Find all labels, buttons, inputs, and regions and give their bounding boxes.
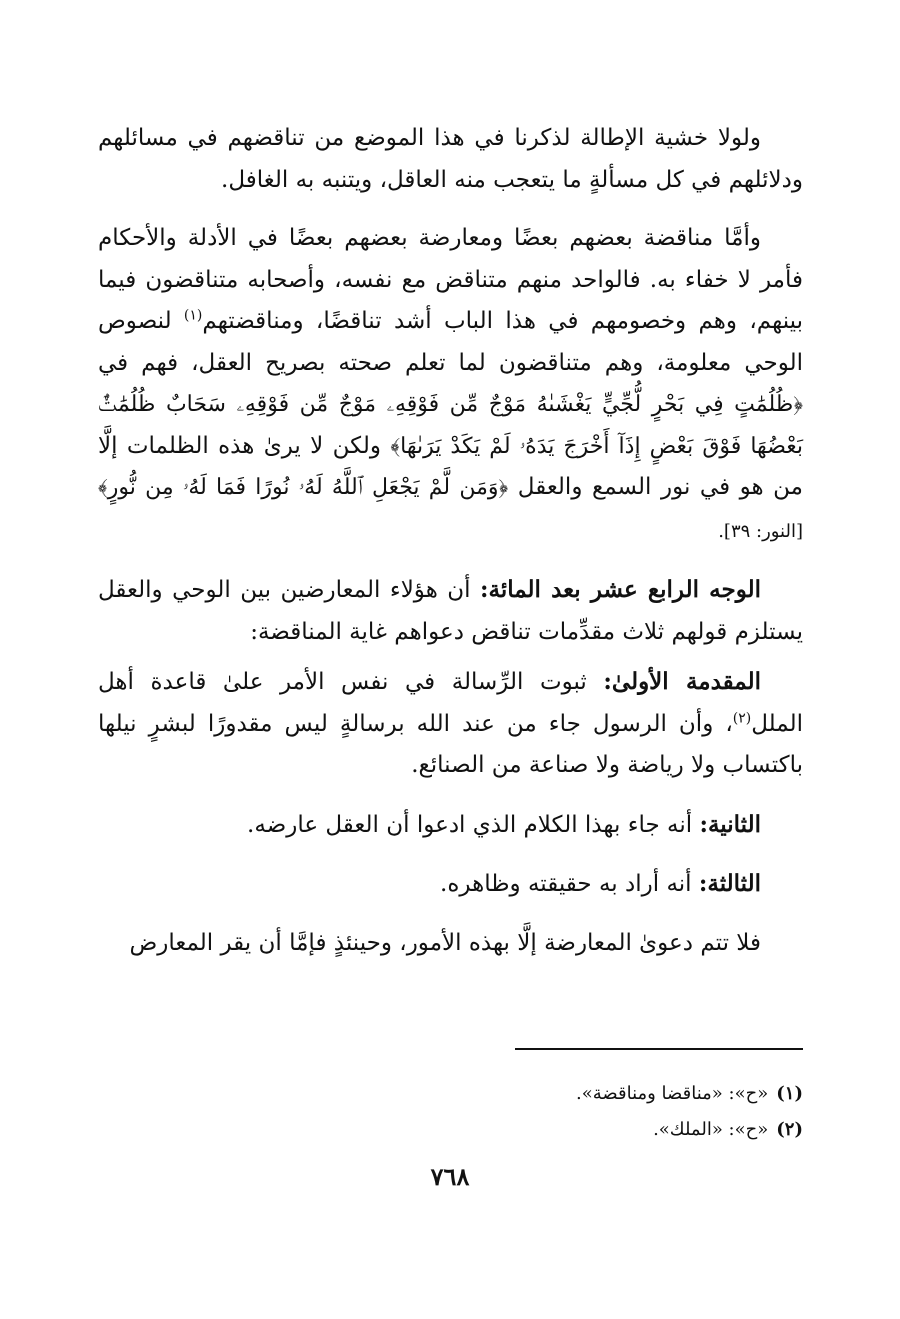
footnotes [98,1076,803,1148]
paragraph-text: وأمَّا مناقضة بعضهم بعضًا ومعارضة بعضهم بعضًا في الأدلة والأحكام فأمر لا خفاء به. فالواحد منهم متناقض مع نفسه، وأصحابه متناقضون فيما بينهم، وهم وخصومهم في هذا الباب أشد تناقضًا، ومناقضتهم [98,225,803,334]
footnote-item [98,1076,803,1112]
footnote-marker-1[interactable]: (١) [183,307,203,324]
paragraph-text: أن هؤلاء المعارضين بين الوحي والعقل يستلزم قولهم ثلاث مقدِّمات تناقض دعواهم غاية المناقضة: [98,577,803,645]
section-heading: الوجه الرابع عشر بعد المائة: [480,576,761,603]
footnote-number: (٢) [776,1119,803,1140]
paragraph-contradictions [98,118,803,201]
paragraph-text: لنصوص الوحي معلومة، وهم متناقضون لما تعلم صحته بصريح العقل، فهم في [98,308,803,376]
footnote-item [98,1112,803,1148]
paragraph-text: ولولا خشية الإطالة لذكرنا في هذا الموضع من تناقضهم في مسائلهم ودلائلهم في كل مسألةٍ ما يتعجب منه العاقل، ويتنبه به الغافل. [98,125,803,193]
paragraph-text: ثبوت الرِّسالة في نفس الأمر علىٰ قاعدة أهل الملل [98,669,803,737]
paragraph-conclusion [98,923,803,965]
verse-reference: [النور: ٣٩]. [718,520,803,542]
paragraph-text: فلا تتم دعوىٰ المعارضة إلَّا بهذه الأمور، وحينئذٍ فإمَّا أن يقر المعارض [129,929,761,956]
paragraph-first-premise [98,661,803,787]
paragraph-text: ولكن لا يرىٰ هذه الظلمات إلَّا من هو في نور السمع والعقل [98,432,803,500]
premise-heading: الثانية: [699,810,761,838]
footnote-marker-2[interactable]: (٢) [732,709,752,726]
footnote-divider [515,1048,803,1050]
premise-heading: المقدمة الأولىٰ: [603,668,761,695]
paragraph-text: ، وأن الرسول جاء من عند الله برسالةٍ ليس مقدورًا لبشرٍ نيلها باكتساب ولا رياضة ولا صناعة من الصنائع. [98,710,803,778]
paragraph-second-premise [98,804,803,847]
footnote-number: (١) [776,1083,803,1104]
paragraph-third-premise [98,863,803,906]
page-number: ٧٦٨ [430,1162,470,1191]
paragraph-text: أنه أراد به حقيقته وظاهره. [440,871,699,897]
quran-quote: ﴿ظُلُمَٰتٍ فِي بَحْرٍ لُّجِّيٍّ يَغْشَىٰهُ مَوْجٌ مِّن فَوْقِهِۦ مَوْجٌ مِّن فَوْقِهِۦ سَحَابٌ ظُلُمَٰتٌۢ بَعْضُهَا فَوْقَ بَعْضٍ إِذَآ أَخْرَجَ يَدَهُۥ لَمْ يَكَدْ يَرَىٰهَا﴾ [98,392,804,459]
quran-quote: ﴿وَمَن لَّمْ يَجْعَلِ ٱللَّهُ لَهُۥ نُورًا فَمَا لَهُۥ مِن نُّورٍ﴾ [98,475,509,500]
page-body [98,118,803,964]
paragraph-text: أنه جاء بهذا الكلام الذي ادعوا أن العقل عارضه. [247,811,700,838]
paragraph-mutual-contradiction [98,218,803,552]
footnote-text: «ح»: «الملك». [653,1119,769,1140]
paragraph-fourteenth-aspect [98,569,803,653]
premise-heading: الثالثة: [698,870,761,897]
footnote-text: «ح»: «مناقضا ومناقضة». [575,1083,769,1104]
